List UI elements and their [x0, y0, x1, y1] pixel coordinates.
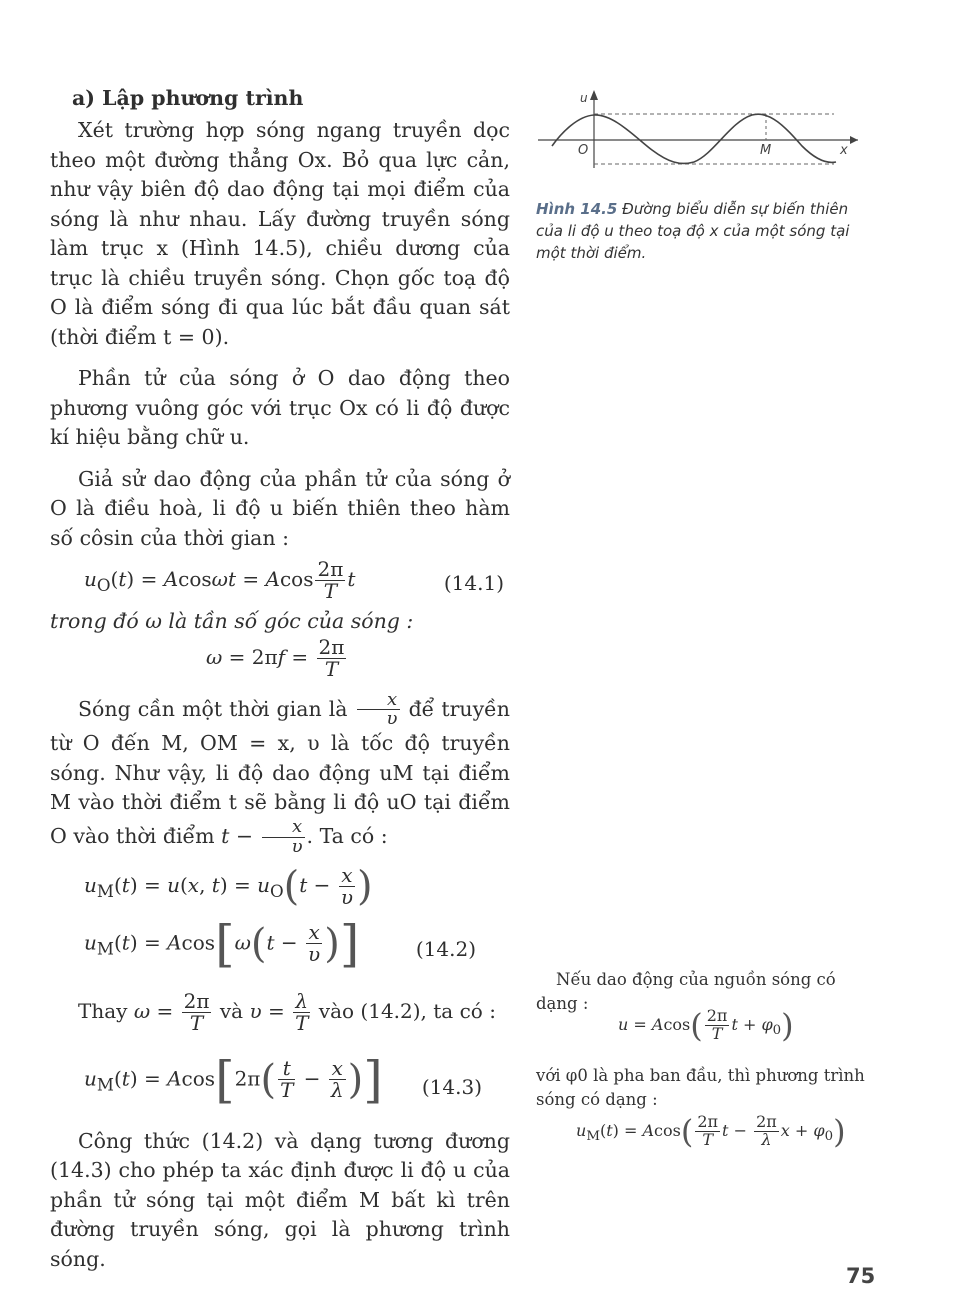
equation-14-1: $u_O(t) = Acos\omega t = Acos$ $\frac{2\pi}{T}$ t (14.1)	[84, 557, 504, 603]
side-note-1: Nếu dao động của nguồn sóng có dạng :	[536, 970, 836, 1013]
label-m: M	[760, 143, 772, 158]
equation-14-3: $u_M(t) = Acos[2\pi$( $\frac{t}{T}$ − $\frac{x}{\lambda}$ )] (14.3)	[84, 1050, 482, 1109]
equation-number: (14.1)	[443, 571, 504, 595]
label-o: O	[578, 143, 589, 158]
paragraph-3: Giả sử dao động của phần tử của sóng ở O là điều hoà, li độ u biến thiên theo hàm số côsin của thời gian :	[50, 466, 510, 550]
page-number: 75	[846, 1264, 876, 1288]
wave-figure	[534, 88, 874, 172]
side-equation-u: u = Acos( $\frac{2\pi}{T}$ $t + \varphi_0$)	[618, 1006, 794, 1045]
figure-caption	[536, 198, 876, 264]
paragraph-4: trong đó ω là tần số góc của sóng :	[50, 609, 414, 633]
side-equation-um: $u_M(t) = Acos$( $\frac{2\pi}{T}$ t − $\frac{2\pi}{\lambda}$ $x + \varphi_0$)	[576, 1112, 846, 1151]
equation-um: $u_M(t) = u(x$, $t) = u_O(t$ − $\frac{x}{\upsilon}$ )	[84, 862, 373, 910]
side-note-2: với φ0 là pha ban đầu, thì phương trình sóng có dạng :	[536, 1066, 865, 1109]
section-heading: a) Lập phương trình	[72, 86, 304, 110]
label-x: x	[840, 143, 848, 158]
paragraph-2: Phần tử của sóng ở O dao động theo phương vuông góc với trục Ox có li độ được kí hiệu bằng chữ u.	[50, 366, 510, 449]
equation-14-2: $u_M(t) = Acos[\omega(t$ − $\frac{x}{\upsilon}$ )] (14.2)	[84, 914, 476, 973]
paragraph-1: Xét trường hợp sóng ngang truyền dọc theo một đường thẳng Ox. Bỏ qua lực cản, như vậy biên độ dao động tại mọi điểm của sóng là như nhau. Lấy đường truyền sóng làm trục x (Hình 14.5), chiều dương của trục là chiều truyền sóng. Chọn gốc toạ độ O là điểm sóng đi qua lúc bắt đầu quan sát (thời điểm t = 0).	[50, 118, 510, 349]
label-u: u	[580, 91, 588, 105]
main-column	[50, 84, 510, 1286]
thay-line: Thay ω = $\frac{2\pi}{T}$ và υ = $\frac{\lambda}{T}$ vào (14.2), ta có :	[78, 988, 496, 1035]
equation-number: (14.3)	[421, 1074, 482, 1099]
paragraph-5: Sóng cần một thời gian là $\frac{x}{\upsilon}$ để truyền từ O đến M, OM = x, υ là tốc độ truyền sóng. Như vậy, li độ dao động uM tại điểm M vào thời điểm t sẽ bằng li độ uO tại điểm O vào thời điểm t − $\frac{x}{\upsilon}$ . Ta có :	[50, 688, 510, 857]
paragraph-6: Công thức (14.2) và dạng tương đương (14.3) cho phép ta xác định được li độ u của phần tử sóng tại một điểm M bất kì trên đường truyền sóng, gọi là phương trình sóng.	[50, 1128, 510, 1271]
equation-number: (14.2)	[415, 936, 476, 961]
figure-caption-number: Hình 14.5	[536, 200, 618, 218]
figure-caption-text: Đường biểu diễn sự biến thiên của li độ u theo toạ độ x của một sóng tại một thời điểm.	[536, 200, 850, 262]
equation-omega: ω = 2πf = $\frac{2\pi}{T}$	[206, 634, 345, 681]
